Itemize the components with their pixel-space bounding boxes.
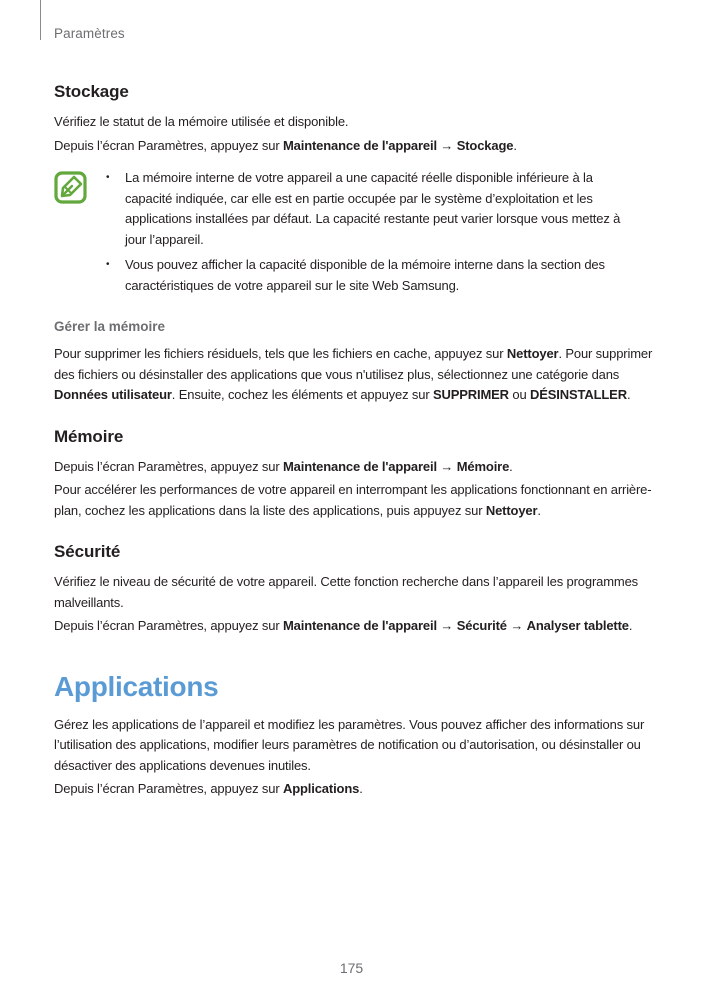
- path-step-analyser-tablette: Analyser tablette: [526, 618, 629, 633]
- securite-path: [54, 616, 654, 637]
- subsection-title-gerer: Gérer la mémoire: [54, 319, 166, 334]
- page-content: [54, 82, 654, 803]
- period: .: [628, 618, 633, 633]
- section-securite: [54, 542, 654, 637]
- text: . Pour supprimer des fichiers ou désinstaller des applications que vous n'utilisez plus, sélectionnez une catégorie dans: [54, 346, 653, 382]
- text: ou: [508, 387, 531, 402]
- path-step-securite: Sécurité: [456, 618, 507, 633]
- note-text: La mémoire interne de votre appareil a une capacité réelle disponible inférieure à la capacité indiquée, car elle est en partie occupée par le système d’exploitation et les applications installées par défaut. La capacité restante peut varier lorsque vous mettez à jour l’appareil.: [125, 170, 621, 247]
- path-prefix: Depuis l’écran Paramètres, appuyez sur: [54, 781, 283, 796]
- path-step-memoire: Mémoire: [456, 458, 510, 474]
- period: .: [513, 137, 517, 153]
- text: Pour supprimer les fichiers résiduels, tels que les fichiers en cache, appuyez sur: [54, 346, 507, 361]
- ui-term-supprimer: SUPPRIMER: [432, 387, 509, 402]
- path-prefix: Depuis l’écran Paramètres, appuyez sur: [54, 458, 283, 474]
- ui-term-desinstaller: DÉSINSTALLER: [530, 387, 627, 402]
- securite-intro: Vérifiez le niveau de sécurité de votre appareil. Cette fonction recherche dans l’appareil les programmes malveillants.: [54, 574, 639, 610]
- bullet-icon: •: [106, 259, 110, 270]
- path-step-maintenance: Maintenance de l'appareil: [282, 458, 437, 474]
- section-title-securite: Sécurité: [54, 542, 121, 561]
- gerer-body: [54, 344, 654, 406]
- applications-path: [54, 779, 654, 800]
- arrow-icon: →: [510, 618, 524, 633]
- applications-intro: Gérez les applications de l’appareil et modifiez les paramètres. Vous pouvez afficher des informations sur l’utilisation des applications, modifier leurs paramètres de notification ou d’autorisation, ou désinstaller ou désactiver des applications devenues inutiles.: [54, 716, 645, 773]
- chapter-applications: [54, 671, 654, 800]
- memoire-path: [54, 457, 654, 478]
- bullet-icon: •: [106, 172, 110, 183]
- text: . Ensuite, cochez les éléments et appuyez sur: [171, 387, 433, 402]
- path-step-maintenance: Maintenance de l'appareil: [282, 618, 437, 633]
- header-rule: [40, 0, 41, 40]
- path-step-applications: Applications: [282, 781, 360, 796]
- ui-term-nettoyer: Nettoyer: [485, 502, 538, 518]
- note-box: [54, 168, 654, 301]
- arrow-icon: →: [440, 618, 454, 633]
- path-prefix: Depuis l’écran Paramètres, appuyez sur: [54, 618, 283, 633]
- note-item: [106, 168, 636, 250]
- stockage-path: [54, 136, 654, 157]
- path-prefix: Depuis l’écran Paramètres, appuyez sur: [54, 137, 283, 153]
- section-title-memoire: Mémoire: [54, 426, 124, 446]
- text: .: [626, 387, 631, 402]
- section-memoire: [54, 427, 654, 522]
- path-step-stockage: Stockage: [456, 137, 514, 153]
- section-stockage: [54, 82, 654, 406]
- note-text: Vous pouvez afficher la capacité disponible de la mémoire interne dans la section des caractéristiques de votre appareil sur le site Web Samsung.: [125, 257, 605, 293]
- text: .: [537, 502, 541, 518]
- text: Pour accélérer les performances de votre appareil en interrompant les applications fonctionnant en arrière-plan, cochez les applications dans la liste des applications, puis appuyez sur: [54, 482, 652, 518]
- section-title-stockage: Stockage: [54, 82, 129, 101]
- page-number: 175: [339, 960, 364, 976]
- stockage-intro: Vérifiez le statut de la mémoire utilisée et disponible.: [54, 114, 349, 129]
- header-title: Paramètres: [54, 26, 125, 41]
- note-list: [106, 168, 636, 301]
- ui-term-donnees-utilisateur: Données utilisateur: [54, 387, 172, 402]
- chapter-title-applications: Applications: [54, 670, 219, 702]
- ui-term-nettoyer: Nettoyer: [506, 346, 559, 361]
- path-step-maintenance: Maintenance de l'appareil: [282, 137, 437, 153]
- note-item: [106, 255, 636, 296]
- period: .: [359, 781, 363, 796]
- arrow-icon: →: [440, 458, 454, 474]
- period: .: [509, 458, 513, 474]
- note-pencil-icon: [54, 171, 87, 204]
- memoire-body: [54, 480, 654, 521]
- arrow-icon: →: [440, 137, 454, 153]
